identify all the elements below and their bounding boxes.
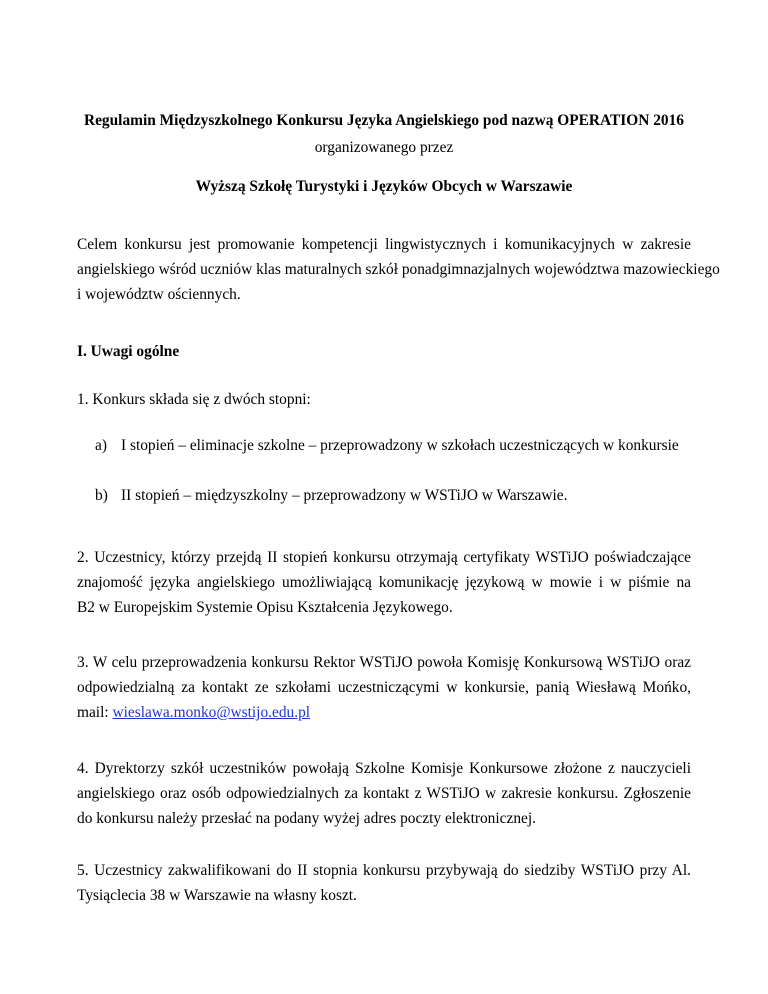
list-marker: a) [95, 437, 107, 454]
intro-line: angielskiego wśród uczniów klas maturalnych szkół ponadgimnazjalnych województwa mazowieckiego [77, 261, 720, 278]
intro-line: Celem konkursu jest promowanie kompetencji lingwistycznych i komunikacyjnych w zakresie [77, 236, 691, 253]
list-marker: b) [95, 487, 108, 504]
contact-email-link[interactable]: wieslawa.monko@wstijo.edu.pl [112, 704, 311, 721]
document-title: Regulamin Międzyszkolnego Konkursu Języka Angielskiego pod nazwą OPERATION 2016 [83, 112, 684, 129]
paragraph-line: do konkursu należy przesłać na podany wyżej adres poczty elektronicznej. [77, 810, 536, 827]
paragraph-line: 4. Dyrektorzy szkół uczestników powołają Szkolne Komisje Konkursowe złożone z nauczycieli [77, 760, 691, 777]
paragraph-line [77, 700, 691, 725]
email-prefix: mail: [77, 704, 113, 721]
paragraph-line: 2. Uczestnicy, którzy przejdą II stopień konkursu otrzymają certyfikaty WSTiJO poświadczające [77, 549, 691, 566]
paragraph-1: 1. Konkurs składa się z dwóch stopni: [77, 391, 311, 408]
paragraph-4 [77, 756, 691, 831]
paragraph-line: angielskiego oraz osób odpowiedzialnych za kontakt z WSTiJO w zakresie konkursu. Zgłoszenie [77, 785, 691, 802]
paragraph-line: 3. W celu przeprowadzenia konkursu Rektor WSTiJO powoła Komisję Konkursową WSTiJO oraz [77, 654, 691, 671]
organizer-name: Wyższą Szkołę Turystyki i Języków Obcych w Warszawie [195, 178, 573, 195]
intro-line: i województw ościennych. [77, 286, 241, 303]
list-item [95, 487, 567, 505]
paragraph-line: odpowiedzialną za kontakt ze szkołami uczestniczącymi w konkursie, panią Wiesławą Mońko, [77, 679, 691, 696]
paragraph-line: Tysiąclecia 38 w Warszawie na własny koszt. [77, 887, 357, 904]
paragraph-line: B2 w Europejskim Systemie Opisu Kształcenia Językowego. [77, 599, 453, 616]
list-item-text: II stopień – międzyszkolny – przeprowadzony w WSTiJO w Warszawie. [121, 487, 568, 504]
paragraph-3 [77, 650, 691, 725]
list-item [95, 437, 679, 455]
paragraph-5 [77, 858, 691, 908]
paragraph-line: 5. Uczestnicy zakwalifikowani do II stopnia konkursu przybywają do siedziby WSTiJO przy Al. [77, 862, 691, 879]
intro-paragraph [77, 232, 720, 307]
section-heading: I. Uwagi ogólne [77, 343, 180, 360]
paragraph-2 [77, 545, 691, 620]
paragraph-line: znajomość języka angielskiego umożliwiającą komunikację językową w mowie i w piśmie na [77, 574, 691, 591]
list-item-text: I stopień – eliminacje szkolne – przeprowadzony w szkołach uczestniczących w konkursie [121, 437, 679, 454]
document-subtitle: organizowanego przez [314, 139, 454, 156]
